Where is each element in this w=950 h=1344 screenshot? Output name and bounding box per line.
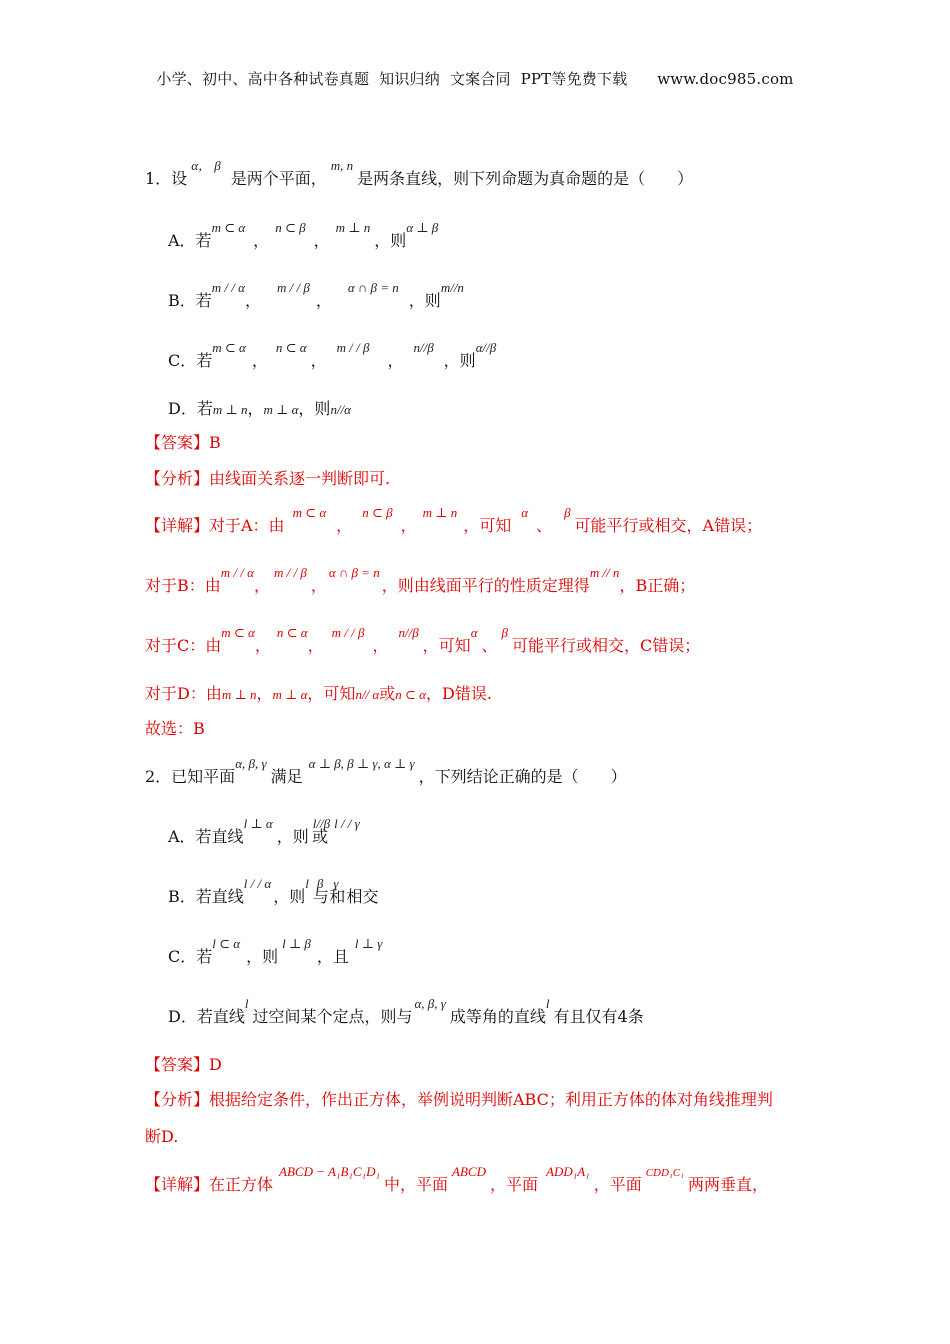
detail-text: 两两垂直， — [687, 1175, 768, 1194]
q2-stem — [145, 756, 627, 787]
detail-text: ，可知 — [463, 516, 512, 535]
comma: ， — [307, 636, 324, 655]
math-expr: m / / β — [331, 625, 365, 640]
math-expr: l / / γ — [334, 816, 360, 831]
math-expr: m ⊥ n — [212, 402, 248, 417]
math-expr: n ⊂ α — [395, 687, 426, 702]
option-label: A．若直线 — [168, 827, 244, 846]
stem-text: 满足 — [270, 767, 303, 786]
detail-text: 对于B：由 — [145, 576, 221, 595]
math-expr: l / / α — [243, 876, 272, 891]
math-expr: ABCD − A₁B₁C₁D₁ — [279, 1164, 381, 1179]
comma: ， — [253, 576, 270, 595]
q2-analysis-line1: 【分析】根据给定条件，作出正方体，举例说明判断ABC；利用正方体的体对角线推理判 — [145, 1090, 773, 1109]
q2-detail — [145, 1164, 768, 1195]
detail-text: ，D错误. — [425, 684, 492, 703]
q1-planes-math: α， β — [191, 158, 221, 173]
option-label: D．若直线 — [168, 1007, 245, 1026]
q1-detail-b — [145, 565, 696, 596]
detail-text: 【详解】对于A：由 — [145, 516, 285, 535]
math-expr: m ⊥ n — [335, 220, 371, 235]
option-label: B．若 — [168, 291, 212, 310]
detail-text: 对于C：由 — [145, 636, 222, 655]
math-expr: ADD₁A₁ — [546, 1164, 590, 1179]
comma: ， — [244, 291, 261, 310]
math-expr: n ⊂ α — [275, 340, 307, 355]
math-expr: α ∩ β = n — [328, 565, 380, 580]
math-expr: m / / β — [273, 565, 307, 580]
detail-text: ，平面 — [489, 1175, 538, 1194]
comma: ， — [336, 516, 353, 535]
q1-analysis: 【分析】由线面关系逐一判断即可. — [145, 469, 391, 488]
q1-stem-text-2: 是两条直线，则下列命题为真命题的是（ ） — [357, 169, 694, 188]
math-expr: CDD₁C₁ — [645, 1167, 684, 1179]
comma: ， — [251, 351, 268, 370]
math-expr: n ⊂ β — [275, 220, 306, 235]
q1-option-c — [168, 340, 497, 371]
math-expr: α//β — [475, 340, 497, 355]
detail-text: 可能平行或相交，C错误； — [512, 636, 701, 655]
comma: ， — [313, 231, 330, 250]
option-label: C．若 — [168, 947, 213, 966]
detail-text: 【详解】在正方体 — [145, 1175, 274, 1194]
math-expr: m ⊂ α — [221, 625, 255, 640]
q1-option-d — [168, 396, 351, 419]
and-text: ，且 — [316, 947, 349, 966]
comma: ， — [400, 516, 417, 535]
detail-text: ，可知 — [422, 636, 471, 655]
math-expr: m ⊂ α — [211, 220, 246, 235]
then-text: ，则 — [374, 231, 407, 250]
math-expr: l//β — [312, 816, 331, 831]
then-text: ，则 — [276, 827, 309, 846]
option-label: C．若 — [168, 351, 213, 370]
math-expr: α ⊥ β — [406, 220, 439, 235]
then-text: ，则 — [408, 291, 441, 310]
comma: ， — [256, 684, 273, 703]
math-expr: β — [501, 625, 509, 640]
math-expr: ABCD — [452, 1164, 486, 1179]
comma: ， — [254, 636, 271, 655]
math-expr: m ⊂ α — [212, 340, 246, 355]
comma: ， — [372, 636, 389, 655]
q1-lines-math: m, n — [330, 158, 354, 173]
math-expr: l ⊥ β — [282, 936, 311, 951]
detail-text: 过空间某个定点，则与 — [252, 1007, 413, 1026]
math-expr: n//α — [330, 402, 351, 417]
math-expr: m ⊂ α — [292, 505, 327, 520]
math-expr: n ⊂ α — [276, 625, 308, 640]
math-expr: n//β — [398, 625, 419, 640]
q1-choose: 故选：B — [145, 719, 205, 738]
math-expr: m // n — [589, 565, 620, 580]
q2-option-b — [168, 876, 379, 907]
q1-option-b — [168, 280, 464, 311]
stem-text: ，下列结论正确的是（ ） — [418, 767, 627, 786]
math-expr: l — [305, 876, 309, 891]
math-expr: m / / β — [276, 280, 310, 295]
q2-number: 2．已知平面 — [145, 767, 236, 786]
q1-number: 1．设 — [145, 169, 188, 188]
math-expr: l ⊥ γ — [354, 936, 383, 951]
math-expr: n// α — [355, 687, 380, 702]
comma: ， — [310, 576, 327, 595]
math-expr: α — [521, 505, 529, 520]
detail-text: 相交 — [346, 887, 379, 906]
detail-text: ，平面 — [593, 1175, 642, 1194]
detail-text: 有且仅有4条 — [553, 1007, 644, 1026]
math-expr: m//n — [440, 280, 464, 295]
then-text: ，则 — [443, 351, 476, 370]
math-expr: l ⊥ α — [243, 816, 273, 831]
math-expr: n ⊂ β — [362, 505, 393, 520]
detail-text: 或 — [379, 684, 396, 703]
comma: ， — [247, 399, 264, 418]
q1-answer: 【答案】B — [145, 433, 221, 452]
detail-text: 、 — [536, 516, 553, 535]
then-text: ，则 — [273, 887, 306, 906]
math-expr: n//β — [413, 340, 434, 355]
comma: ， — [387, 351, 404, 370]
math-expr: γ — [333, 876, 339, 891]
q1-detail-d — [145, 681, 492, 704]
math-expr: l — [244, 996, 249, 1011]
q1-option-a — [168, 220, 439, 251]
detail-text: 成等角的直线 — [449, 1007, 546, 1026]
q2-option-d — [168, 996, 644, 1027]
math-expr: m / / α — [211, 280, 245, 295]
math-expr: α, β, γ — [235, 756, 267, 771]
math-expr: β — [564, 505, 571, 520]
q2-option-c — [168, 936, 383, 967]
then-text: ，则 — [246, 947, 279, 966]
math-expr: l ⊂ α — [212, 936, 241, 951]
option-label: B．若直线 — [168, 887, 244, 906]
math-expr: m ⊥ n — [221, 687, 257, 702]
detail-text: ，可知 — [307, 684, 356, 703]
and-text: 与 — [312, 887, 329, 906]
then-text: ，则 — [298, 399, 331, 418]
detail-text: ，则由线面平行的性质定理得 — [381, 576, 590, 595]
math-expr: m ⊥ α — [272, 687, 308, 702]
and-text: 和 — [329, 887, 346, 906]
math-expr: l — [545, 996, 550, 1011]
comma: ， — [315, 291, 332, 310]
q1-detail-c — [145, 625, 701, 656]
q1-stem — [145, 158, 694, 189]
detail-text: 对于D：由 — [145, 684, 222, 703]
option-label: D．若 — [168, 399, 213, 418]
detail-text: 中，平面 — [384, 1175, 449, 1194]
q2-analysis-line2: 断D. — [145, 1127, 179, 1146]
page-header-banner: 小学、初中、高中各种试卷真题 知识归纳 文案合同 PPT等免费下载 www.doc985.com — [156, 70, 794, 88]
detail-text: 可能平行或相交，A错误； — [574, 516, 763, 535]
or-text: 或 — [312, 827, 329, 846]
option-label: A．若 — [168, 231, 212, 250]
q1-stem-text-1: 是两个平面， — [230, 169, 327, 188]
math-expr: α ∩ β = n — [347, 280, 399, 295]
comma: ， — [253, 231, 270, 250]
math-expr: β — [316, 876, 324, 891]
q2-answer: 【答案】D — [145, 1055, 222, 1074]
detail-text: 、 — [481, 636, 498, 655]
detail-text: ，B正确； — [619, 576, 696, 595]
comma: ， — [310, 351, 327, 370]
math-expr: m / / α — [220, 565, 254, 580]
math-expr: α ⊥ β, β ⊥ γ, α ⊥ γ — [308, 756, 415, 771]
q2-option-a — [168, 816, 360, 847]
math-expr: m ⊥ α — [263, 402, 299, 417]
math-expr: m ⊥ n — [422, 505, 458, 520]
math-expr: m / / β — [336, 340, 370, 355]
math-expr: α — [470, 625, 478, 640]
math-expr: α, β, γ — [414, 996, 446, 1011]
q1-detail-a — [145, 505, 763, 536]
